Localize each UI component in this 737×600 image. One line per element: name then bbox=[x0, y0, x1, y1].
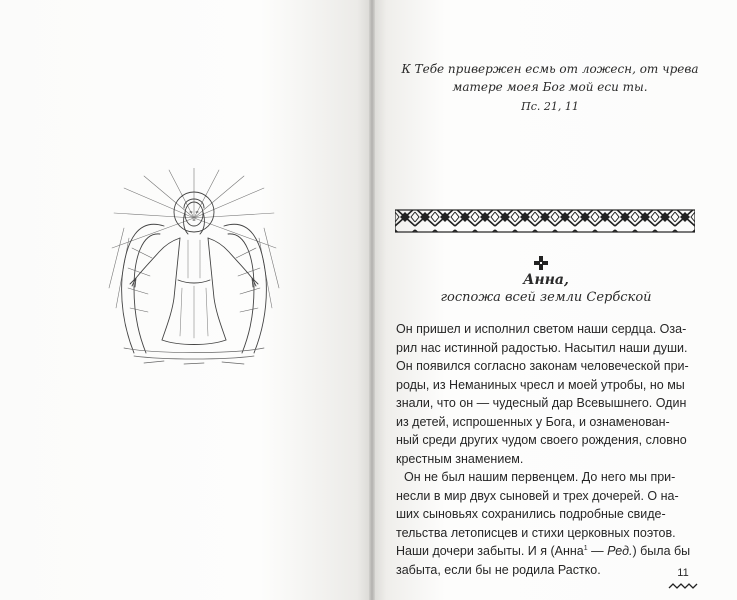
body-line: Он пришел и исполнил светом наши сердца. Оза- bbox=[396, 322, 687, 336]
body-line: ный среди других чудом своего рождения, словно bbox=[396, 433, 687, 447]
body-line: Он появился согласно законам человеческой при- bbox=[396, 359, 689, 373]
body-line: роды, из Неманиных чресл и моей утробы, но мы bbox=[396, 377, 685, 392]
wave-ornament-icon bbox=[668, 582, 698, 590]
body-line: знали, что он — чудесный дар Всевышнего. Один bbox=[396, 396, 687, 410]
epigraph bbox=[400, 60, 700, 96]
ornament-band bbox=[395, 206, 695, 236]
epigraph-reference: Пс. 21, 11 bbox=[521, 100, 579, 113]
editor-note: — Ред. bbox=[587, 544, 633, 558]
body-line: крестным знамением. bbox=[396, 451, 524, 466]
cross-ornament-icon bbox=[533, 255, 549, 271]
body-line: забыта, если бы не родила Растко. bbox=[396, 562, 601, 577]
body-line-end: ) была бы bbox=[632, 544, 691, 558]
chapter-title: Анна, bbox=[523, 272, 569, 288]
chapter-subtitle: госпожа всей земли Сербской bbox=[440, 290, 652, 305]
body-line: несли в мир двух сыновей и трех дочерей. О на- bbox=[396, 488, 679, 503]
body-line: рил нас истинной радостью. Насытил наши души. bbox=[396, 340, 688, 355]
body-line: Он не был нашим первенцем. До него мы при- bbox=[404, 470, 676, 484]
body-line-start: Наши дочери забыты. И я (Анна bbox=[396, 544, 584, 558]
body-line: ших сыновьях сохранились подробные свиде- bbox=[396, 507, 666, 521]
body-text bbox=[396, 320, 692, 579]
book-gutter bbox=[369, 0, 375, 600]
body-line: из детей, испрошенных у Бога, и ознаменован- bbox=[396, 414, 670, 429]
footnote-mark: 1 bbox=[583, 545, 588, 552]
angel-illustration bbox=[104, 168, 284, 368]
page-number: 11 bbox=[677, 567, 689, 579]
body-line-with-footnote bbox=[396, 542, 692, 561]
body-line: тельства летописцев и стихи церковных поэтов. bbox=[396, 525, 676, 540]
epigraph-line-2: матере моея Бог мой еси ты. bbox=[452, 80, 648, 94]
epigraph-line-1: К Тебе привержен есмь от ложесн, от чрева bbox=[401, 62, 699, 76]
